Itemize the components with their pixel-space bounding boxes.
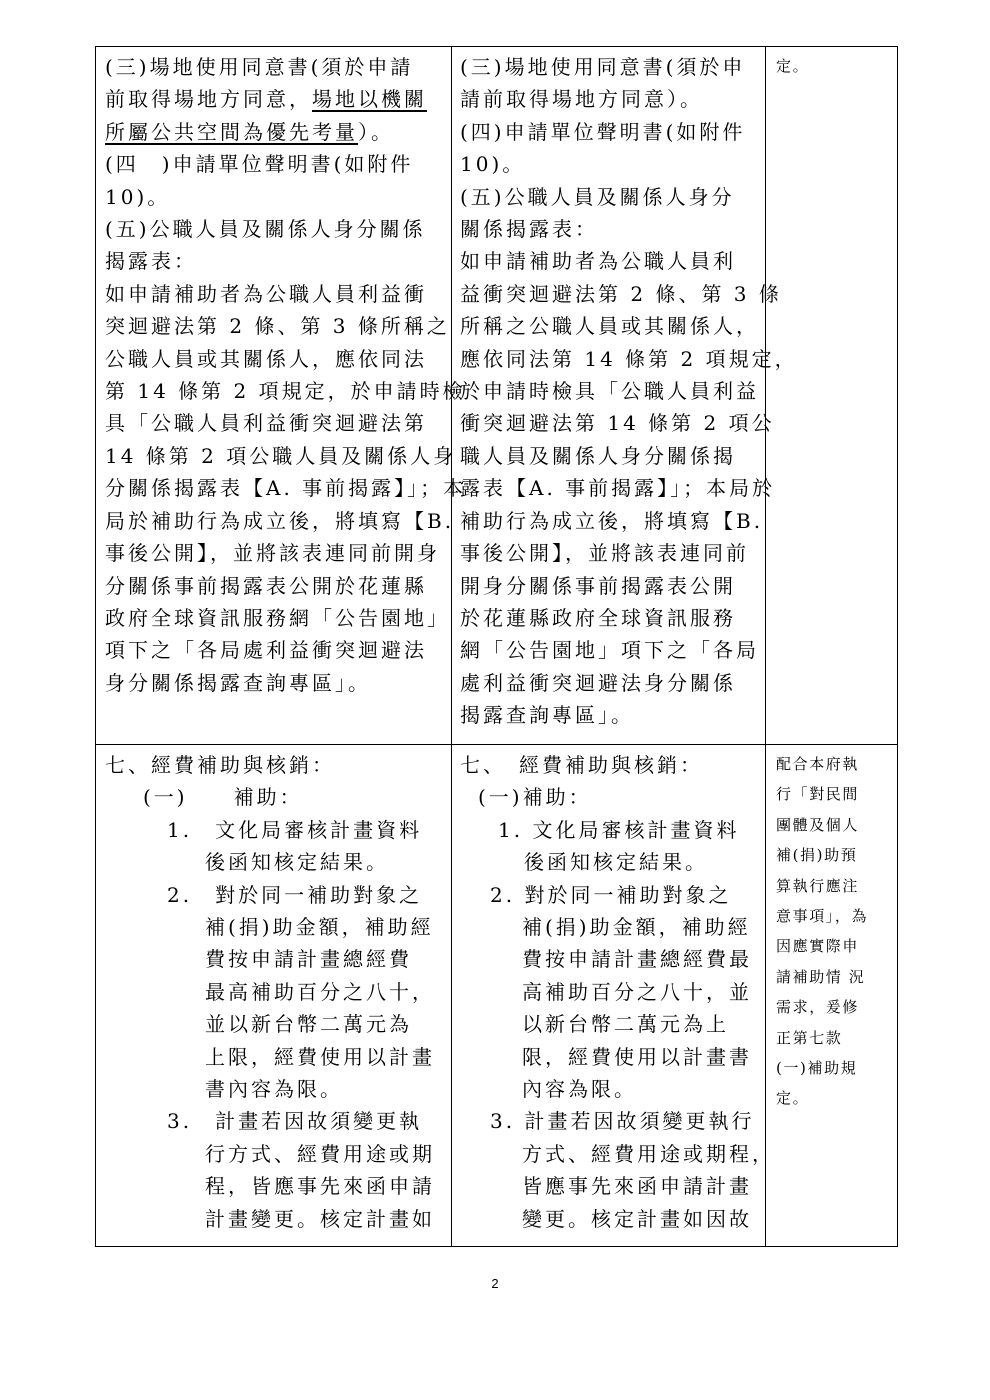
text-run: 七、 經費補助與核銷： [460,753,703,777]
text-line [105,375,466,407]
explanation-cell [766,745,898,1247]
text-run: 補(捐)助金額，補助經 [522,915,751,940]
text-run: 益衝突迴避法第 2 條、第 3 條 [460,281,782,306]
text-run: 最高補助百分之八十， [205,979,435,1004]
text-line [105,51,445,83]
text-line [105,407,445,439]
text-run: 後函知核定結果。 [205,850,389,875]
text-line [776,1053,893,1083]
text-run: 因應實際申 [776,937,860,956]
underlined-text: 所屬公共空間為優先考量 [105,119,358,144]
page-number: 2 [491,1276,499,1291]
text-run: 分關係事前揭露表公開於花蓮縣 [105,573,427,598]
text-line [105,148,445,180]
text-line [776,840,893,870]
text-line [776,992,893,1022]
text-line [105,634,445,666]
text-run: 局於補助行為成立後，將填寫【B. [105,508,455,533]
text-run: 補(捐)助金額，補助經 [205,915,434,940]
text-line [105,1105,445,1137]
text-line [460,1105,760,1137]
comparison-table [95,46,898,1247]
text-run: (一) 補助： [143,785,303,810]
text-run: 項下之「各局處利益衝突迴避法 [105,638,427,663]
text-run: 意事項」，為 [776,907,869,926]
text-line [460,116,760,148]
text-run: (五)公職人員及關係人身分關係 [105,217,426,242]
text-line [105,781,445,813]
text-line [460,846,760,878]
table-row [96,47,898,745]
text-run: 請補助情 況 [776,967,866,986]
text-line [105,667,445,699]
text-run: 1. 文化局審核計畫資料 [167,817,423,842]
text-run: 職人員及關係人身分關係揭 [460,443,736,468]
underlined-text: 場地以機關 [312,87,427,112]
text-run: 公職人員或其關係人，應依同法 [105,346,427,371]
text-run: 高補助百分之八十，並 [522,979,752,1004]
text-line [105,570,445,602]
text-line [460,407,775,439]
text-line [776,1023,893,1053]
text-line [776,871,893,901]
text-line [460,278,782,310]
revised-provision-cell [452,745,775,1247]
text-line [105,846,445,878]
original-provision-cell [96,47,467,745]
text-line [460,181,760,213]
text-run: (三)場地使用同意書(須於申請 [105,55,414,79]
text-line [105,602,450,634]
text-run: 費按申請計畫總經費最 [522,947,752,972]
text-run: 10)。 [460,152,526,177]
text-run: (四 )申請單位聲明書(如附件 [105,152,414,177]
text-line [105,1008,445,1040]
text-line [105,181,445,213]
text-run: 於花蓮縣政府全球資訊服務 [460,605,736,630]
text-run: 於申請時檢具「公職人員利益 [460,379,759,404]
text-run: 皆應事先來函申請計畫 [522,1174,752,1199]
text-run: 露表【A. 事前揭露】」；本局於 [460,476,776,501]
text-run: 網「公告園地」項下之「各局 [460,638,759,663]
text-line [105,537,445,569]
text-run: 第 14 條第 2 項規定，於申請時檢 [105,379,466,404]
text-line [460,1008,760,1040]
text-run: (三)場地使用同意書(須於申 [460,55,746,79]
text-run: 定。 [776,57,810,75]
text-run: 以新台幣二萬元為上 [522,1012,729,1037]
text-run: 3. 計畫若因故須變更執 [167,1109,423,1134]
text-run: 10)。 [105,184,171,209]
text-line [105,245,445,277]
text-run: 費按申請計畫總經費 [205,947,412,972]
text-line [105,1203,445,1235]
text-line [460,343,798,375]
text-run: 方式、經費用途或期程， [522,1141,775,1166]
text-run: 正第七款 [776,1028,843,1047]
text-run: 補(捐)助預 [776,846,858,865]
text-run: 七、經費補助與核銷： [105,753,335,777]
text-line [105,278,445,310]
text-run: 2. 對於同一補助對象之 [167,882,423,907]
text-line [460,472,776,504]
text-line [105,83,445,115]
text-line [105,976,445,1008]
text-line [460,879,760,911]
text-line [460,375,760,407]
text-run: 所稱之公職人員或其關係人， [460,314,759,339]
text-run: 團體及個人 [776,815,860,834]
text-run: 揭露表： [105,249,197,274]
text-line [776,810,893,840]
text-run: 補助行為成立後，將填寫【B. [460,508,764,533]
text-run: (四)申請單位聲明書(如附件 [460,119,746,144]
text-run: 行「對民間 [776,785,860,804]
text-run: 後函知核定結果。 [524,850,708,875]
text-run: 定。 [776,1089,810,1108]
text-line [460,310,760,342]
text-run: 內容為限。 [522,1077,637,1102]
text-run: 行方式、經費用途或期 [205,1141,435,1166]
text-run: 書內容為限。 [205,1077,343,1102]
text-line [105,1138,445,1170]
text-line [460,51,760,83]
text-line [105,343,445,375]
text-run: 2. 對於同一補助對象之 [490,882,732,907]
text-run: 需求，爰修 [776,998,860,1017]
explanation-cell [766,47,898,745]
text-run: 應依同法第 14 條第 2 項規定， [460,346,798,371]
text-run: 政府全球資訊服務網「公告園地」 [105,605,450,630]
text-line [105,879,445,911]
text-run: 如申請補助者為公職人員利 [460,249,736,274]
revised-provision-cell [452,47,798,745]
text-run: 關係揭露表： [460,217,598,242]
text-line [105,1073,445,1105]
text-line [460,213,760,245]
text-line [460,781,760,813]
text-line [460,667,760,699]
text-run: 並以新台幣二萬元為 [205,1012,412,1037]
text-run: 限，經費使用以計畫書 [522,1044,752,1069]
text-line [776,51,893,81]
text-line [776,931,893,961]
text-run: 具「公職人員利益衝突迴避法第 [105,411,427,436]
text-run: 3. 計畫若因故須變更執行 [490,1109,755,1134]
text-run: 配合本府執 [776,755,860,773]
text-line [460,537,760,569]
text-run: 開身分關係事前揭露表公開 [460,573,736,598]
text-line [460,1170,760,1202]
text-line [105,1041,445,1073]
text-line [460,814,760,846]
text-line [105,911,445,943]
text-line [460,505,764,537]
text-run: (一)補助： [478,785,592,810]
text-line [105,472,467,504]
text-line [460,245,760,277]
text-line [105,814,445,846]
text-line [105,749,445,781]
text-line [460,1203,760,1235]
text-line [776,749,893,779]
text-run: 處利益衝突迴避法身分關係 [460,670,736,695]
text-line [776,962,893,992]
text-line [460,1138,775,1170]
text-run: 計畫變更。核定計畫如 [205,1206,435,1231]
original-provision-cell [96,745,452,1247]
text-line [460,911,760,943]
text-run: 前取得場地方同意， [105,87,312,112]
text-run: 衝突迴避法第 14 條第 2 項公 [460,411,775,436]
text-line [460,976,760,1008]
text-line [105,116,445,148]
text-line [460,699,760,731]
text-line [460,602,760,634]
text-run: 請前取得場地方同意）。 [460,87,703,112]
text-run: 身分關係揭露查詢專區」。 [105,670,371,695]
text-line [105,310,450,342]
table-row [96,745,898,1247]
text-line [460,943,760,975]
text-line [460,148,760,180]
text-line [776,901,893,931]
text-run: ）。 [358,119,394,144]
text-line [460,634,760,666]
text-line [460,1041,760,1073]
text-line [105,1170,445,1202]
text-run: 突迴避法第 2 條、第 3 條所稱之 [105,314,450,339]
text-run: 1. 文化局審核計畫資料 [498,817,740,842]
text-run: 14 條第 2 項公職人員及關係人身 [105,443,457,468]
text-run: 事後公開】，並將該表連同前 [460,541,749,566]
text-line [460,749,760,781]
text-run: 程，皆應事先來函申請 [205,1174,435,1199]
text-run: 變更。核定計畫如因故 [522,1206,752,1231]
text-run: (五)公職人員及關係人身分 [460,184,735,209]
text-run: 揭露查詢專區」。 [460,703,634,728]
text-line [460,83,760,115]
text-run: 如申請補助者為公職人員利益衝 [105,281,427,306]
text-run: 上限，經費使用以計畫 [205,1044,435,1069]
text-run: (一)補助規 [776,1059,858,1078]
text-line [460,440,760,472]
text-line [460,570,760,602]
text-line [460,1073,760,1105]
text-run: 分關係揭露表【A. 事前揭露】」；本 [105,476,467,501]
text-line [776,779,893,809]
text-line [105,440,457,472]
text-run: 事後公開】，並將該表連同前開身 [105,541,440,566]
text-line [105,505,455,537]
text-run: 算執行應注 [776,876,860,895]
text-line [105,943,445,975]
text-line [105,213,445,245]
text-line [776,1083,893,1113]
